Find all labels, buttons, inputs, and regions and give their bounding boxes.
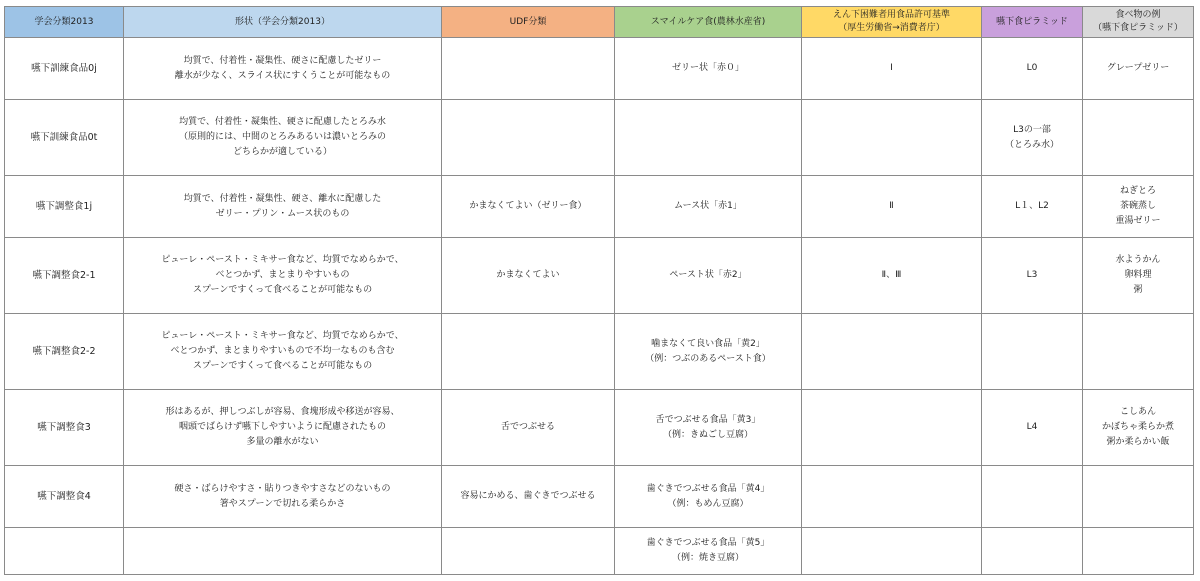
table-row [5, 466, 1194, 528]
cell-pyramid [982, 314, 1083, 390]
cell-gakkai: 嚥下訓練食品0t [5, 100, 124, 176]
table-body [5, 38, 1194, 575]
cell-pyramid: L3の一部 （とろみ水） [982, 100, 1083, 176]
cell-pyramid [982, 466, 1083, 528]
header-row [5, 7, 1194, 38]
cell-udf: かまなくてよい [442, 238, 615, 314]
cell-permission: Ⅰ [802, 38, 982, 100]
cell-pyramid: L１、L2 [982, 176, 1083, 238]
cell-food [1083, 466, 1194, 528]
cell-udf [442, 314, 615, 390]
cell-food: こしあん かぼちゃ柔らか煮 粥か柔らかい飯 [1083, 390, 1194, 466]
cell-shape [124, 528, 442, 575]
cell-permission [802, 466, 982, 528]
header-dysphagia-pyramid: 嚥下食ピラミッド [982, 7, 1083, 38]
cell-shape: 形はあるが、押しつぶしが容易、食塊形成や移送が容易、 咽頭でばらけず嚥下しやすいように配慮されたもの 多量の離水がない [124, 390, 442, 466]
cell-shape: 均質で、付着性・凝集性、硬さに配慮したとろみ水 （原則的には、中間のとろみあるいは濃いとろみの どちらかが適している） [124, 100, 442, 176]
cell-udf [442, 528, 615, 575]
cell-gakkai: 嚥下調整食4 [5, 466, 124, 528]
cell-smile: ペースト状「赤2」 [615, 238, 802, 314]
cell-smile: ゼリー状「赤０」 [615, 38, 802, 100]
cell-gakkai: 嚥下訓練食品0j [5, 38, 124, 100]
table-row [5, 528, 1194, 575]
header-smile-care: スマイルケア食(農林水産省) [615, 7, 802, 38]
cell-gakkai [5, 528, 124, 575]
cell-gakkai: 嚥下調整食2-2 [5, 314, 124, 390]
cell-permission [802, 314, 982, 390]
cell-permission: Ⅱ [802, 176, 982, 238]
header-gakkai-classification: 学会分類2013 [5, 7, 124, 38]
cell-gakkai: 嚥下調整食2-1 [5, 238, 124, 314]
cell-permission [802, 528, 982, 575]
cell-smile: 歯ぐきでつぶせる食品「黄4」 （例：もめん豆腐） [615, 466, 802, 528]
dysphagia-diet-comparison-table [4, 6, 1194, 575]
cell-shape: ピューレ・ペースト・ミキサー食など、均質でなめらかで、 べとつかず、まとまりやすいもの スプーンですくって食べることが可能なもの [124, 238, 442, 314]
table-row [5, 390, 1194, 466]
cell-smile [615, 100, 802, 176]
cell-pyramid: L4 [982, 390, 1083, 466]
cell-food [1083, 100, 1194, 176]
cell-pyramid: L3 [982, 238, 1083, 314]
cell-shape: 均質で、付着性・凝集性、硬さ、離水に配慮した ゼリー・プリン・ムース状のもの [124, 176, 442, 238]
cell-udf: かまなくてよい（ゼリー食） [442, 176, 615, 238]
table-row [5, 238, 1194, 314]
cell-food: 水ようかん 卵料理 粥 [1083, 238, 1194, 314]
cell-smile: 噛まなくて良い食品「黄2」 （例：つぶのあるペースト食） [615, 314, 802, 390]
cell-permission: Ⅱ、Ⅲ [802, 238, 982, 314]
cell-udf [442, 100, 615, 176]
table-header [5, 7, 1194, 38]
cell-udf: 容易にかめる、歯ぐきでつぶせる [442, 466, 615, 528]
cell-pyramid: L0 [982, 38, 1083, 100]
cell-gakkai: 嚥下調整食1j [5, 176, 124, 238]
cell-smile: 舌でつぶせる食品「黄3」 （例：きぬごし豆腐） [615, 390, 802, 466]
table-row [5, 100, 1194, 176]
cell-gakkai: 嚥下調整食3 [5, 390, 124, 466]
header-permission-standard: えん下困難者用食品許可基準 （厚生労働省→消費者庁） [802, 7, 982, 38]
cell-permission [802, 390, 982, 466]
header-shape: 形状（学会分類2013） [124, 7, 442, 38]
header-food-examples: 食べ物の例 （嚥下食ピラミッド） [1083, 7, 1194, 38]
cell-shape: 硬さ・ばらけやすさ・貼りつきやすさなどのないもの 箸やスプーンで切れる柔らかさ [124, 466, 442, 528]
cell-food: グレープゼリー [1083, 38, 1194, 100]
cell-udf [442, 38, 615, 100]
cell-food [1083, 528, 1194, 575]
cell-permission [802, 100, 982, 176]
table-row [5, 38, 1194, 100]
table-row [5, 176, 1194, 238]
cell-pyramid [982, 528, 1083, 575]
cell-smile: ムース状「赤1」 [615, 176, 802, 238]
cell-shape: ピューレ・ペースト・ミキサー食など、均質でなめらかで、 べとつかず、まとまりやすいもので不均一なものも含む スプーンですくって食べることが可能なもの [124, 314, 442, 390]
table-row [5, 314, 1194, 390]
cell-food: ねぎとろ 茶碗蒸し 重湯ゼリー [1083, 176, 1194, 238]
cell-udf: 舌でつぶせる [442, 390, 615, 466]
cell-food [1083, 314, 1194, 390]
cell-smile: 歯ぐきでつぶせる食品「黄5」 （例：焼き豆腐） [615, 528, 802, 575]
header-udf-classification: UDF分類 [442, 7, 615, 38]
cell-shape: 均質で、付着性・凝集性、硬さに配慮したゼリー 離水が少なく、スライス状にすくうことが可能なもの [124, 38, 442, 100]
